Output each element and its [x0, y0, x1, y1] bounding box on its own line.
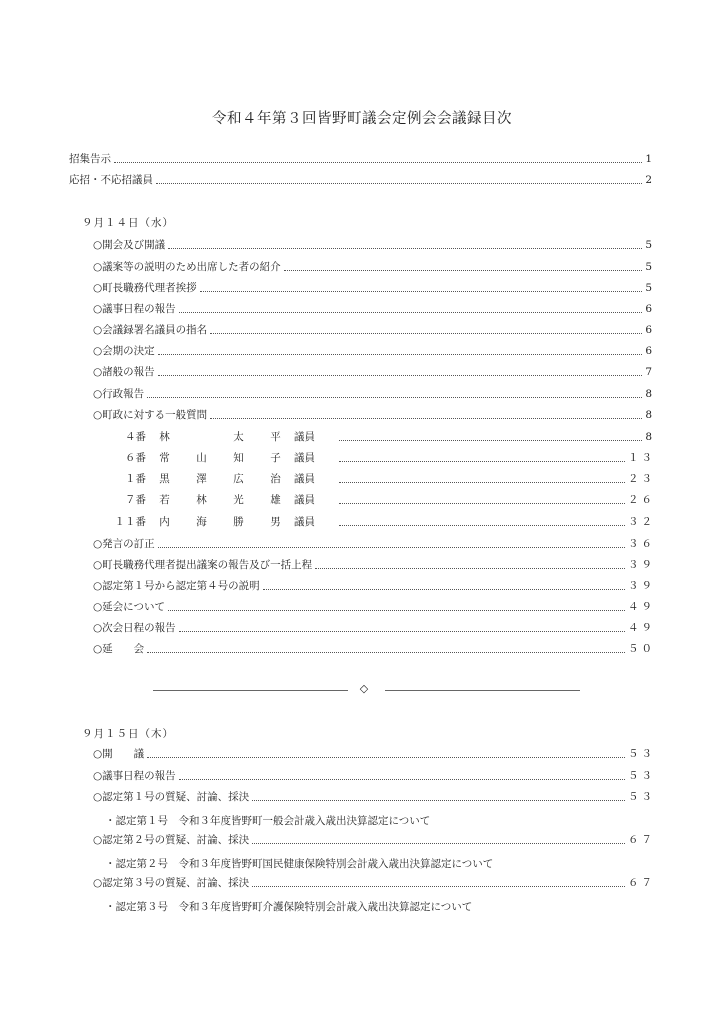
toc-entry-page: ６７	[628, 834, 655, 846]
toc-entry-page: ５３	[628, 748, 655, 760]
toc-entry-page: ４９	[628, 601, 655, 613]
toc-entry-page: ３９	[628, 559, 655, 571]
speaker-title: 議員	[294, 516, 315, 528]
toc-entry-page: ４９	[628, 622, 655, 634]
speaker-seat: １１番	[114, 516, 146, 528]
speaker-name-char: 黒	[159, 473, 170, 485]
speaker-title: 議員	[294, 473, 315, 485]
speaker-name-char: 内	[159, 516, 170, 528]
dot-leader	[179, 629, 625, 632]
toc-entry-label: ○町政に対する一般質問	[93, 409, 208, 421]
speaker-entry[interactable]	[100, 514, 655, 530]
speaker-seat: ４番	[125, 431, 146, 443]
dot-leader	[339, 501, 625, 504]
speaker-name-char: 太	[233, 431, 244, 443]
speaker-name-char: 治	[270, 473, 281, 485]
toc-entry-page: ６７	[628, 877, 655, 889]
item-subnote: ・認定第１号 令和３年度皆野町一般会計歳入歳出決算認定について	[105, 815, 431, 827]
dot-leader	[156, 181, 642, 184]
dot-leader	[147, 395, 642, 398]
dot-leader	[168, 246, 642, 249]
dot-leader	[252, 798, 625, 801]
toc-entry[interactable]	[93, 557, 655, 573]
toc-entry-label: ○次会日程の報告	[93, 622, 176, 634]
toc-entry[interactable]	[93, 237, 655, 253]
dot-leader	[315, 566, 625, 569]
toc-entry-label: ○延会について	[93, 601, 165, 613]
dot-leader	[339, 459, 625, 462]
toc-entry-label: ○認定第１号の質疑、討論、採決	[93, 791, 250, 803]
speaker-name-char: 澤	[196, 473, 207, 485]
dot-leader	[168, 608, 625, 611]
toc-entry-page: 8	[645, 409, 655, 421]
toc-entry-page: ３６	[628, 538, 655, 550]
speaker-name-char: 知	[233, 452, 244, 464]
toc-entry-label: ○認定第１号から認定第４号の説明	[93, 580, 260, 592]
toc-entry-label: ○議事日程の報告	[93, 770, 176, 782]
dot-leader	[147, 650, 625, 653]
speaker-seat: ７番	[125, 494, 146, 506]
toc-entry-page: 6	[645, 324, 655, 336]
item-subnote: ・認定第３号 令和３年度皆野町介護保険特別会計歳入歳出決算認定について	[105, 901, 473, 913]
toc-entry[interactable]	[93, 407, 655, 423]
toc-entry-page: 7	[645, 366, 655, 378]
toc-entry[interactable]	[93, 259, 655, 275]
toc-entry-page: ２３	[628, 473, 655, 485]
toc-entry[interactable]	[93, 620, 655, 636]
toc-entry-label: ○発言の訂正	[93, 538, 155, 550]
dot-leader	[114, 160, 642, 163]
divider-line-left	[153, 690, 348, 691]
speaker-name-char: 林	[159, 431, 170, 443]
toc-entry-page: 8	[645, 431, 655, 443]
toc-entry-page: 5	[645, 261, 655, 273]
toc-entry[interactable]	[93, 578, 655, 594]
toc-entry-label: ○行政報告	[93, 388, 145, 400]
speaker-name-char: 若	[159, 494, 170, 506]
toc-entry-label: ○延 会	[93, 643, 145, 655]
toc-entry-label: ○会議録署名議員の指名	[93, 324, 208, 336]
speaker-name-char: 広	[233, 473, 244, 485]
speaker-title: 議員	[294, 494, 315, 506]
toc-entry-page: ３９	[628, 580, 655, 592]
day-heading-sep15: ９月１５日（木）	[82, 728, 174, 740]
speaker-name-char: 勝	[233, 516, 244, 528]
speaker-seat: ６番	[125, 452, 146, 464]
toc-entry[interactable]	[93, 343, 655, 359]
toc-entry-label: ○議案等の説明のため出席した者の紹介	[93, 261, 281, 273]
toc-entry[interactable]	[93, 789, 655, 805]
dot-leader	[210, 416, 642, 419]
day-heading-sep14: ９月１４日（水）	[82, 217, 174, 229]
toc-entry-page: 1	[645, 153, 655, 165]
dot-leader	[339, 480, 625, 483]
toc-entry-label: ○町長職務代理者提出議案の報告及び一括上程	[93, 559, 313, 571]
speaker-entry[interactable]	[100, 492, 655, 508]
toc-entry-page: 6	[645, 345, 655, 357]
speaker-name-char: 男	[270, 516, 281, 528]
dot-leader	[210, 331, 642, 334]
toc-entry[interactable]	[93, 768, 655, 784]
speaker-name-char: 海	[196, 516, 207, 528]
toc-entry[interactable]	[93, 875, 655, 891]
toc-entry-page: 5	[645, 239, 655, 251]
toc-entry-page: 8	[645, 388, 655, 400]
speaker-entry[interactable]	[100, 471, 655, 487]
toc-entry-page: ２６	[628, 494, 655, 506]
speaker-entry[interactable]	[100, 450, 655, 466]
speaker-seat: １番	[125, 473, 146, 485]
dot-leader	[339, 438, 642, 441]
toc-entry-label: 応招・不応招議員	[69, 174, 153, 186]
toc-entry-label: ○議事日程の報告	[93, 303, 176, 315]
item-subnote: ・認定第２号 令和３年度皆野町国民健康保険特別会計歳入歳出決算認定について	[105, 858, 494, 870]
dot-leader	[252, 841, 625, 844]
toc-entry-attendance[interactable]	[69, 172, 655, 188]
dot-leader	[158, 373, 643, 376]
dot-leader	[147, 755, 625, 758]
dot-leader	[252, 884, 625, 887]
toc-entry-label: ○町長職務代理者挨拶	[93, 282, 197, 294]
toc-entry-page: ５３	[628, 791, 655, 803]
dot-leader	[158, 352, 643, 355]
toc-entry-label: ○会期の決定	[93, 345, 155, 357]
dot-leader	[284, 268, 643, 271]
dot-leader	[339, 523, 625, 526]
speaker-name-char: 林	[196, 494, 207, 506]
toc-entry-page: ３２	[628, 516, 655, 528]
toc-entry-label: ○諸般の報告	[93, 366, 155, 378]
toc-entry-page: ５３	[628, 770, 655, 782]
toc-entry-page: １３	[628, 452, 655, 464]
speaker-name-char: 常	[159, 452, 170, 464]
toc-entry[interactable]	[93, 599, 655, 615]
dot-leader	[179, 310, 643, 313]
speaker-title: 議員	[294, 431, 315, 443]
dot-leader	[263, 587, 625, 590]
dot-leader	[200, 289, 643, 292]
toc-entry-label: ○開 議	[93, 748, 145, 760]
toc-entry-label: ○認定第２号の質疑、討論、採決	[93, 834, 250, 846]
toc-entry[interactable]	[93, 536, 655, 552]
toc-entry[interactable]	[93, 364, 655, 380]
diamond-icon: ◇	[359, 682, 369, 695]
toc-entry-page: 2	[645, 174, 655, 186]
speaker-name-char: 山	[196, 452, 207, 464]
speaker-name-char: 雄	[270, 494, 281, 506]
toc-entry-label: 招集告示	[69, 153, 111, 165]
speaker-name-char: 子	[270, 452, 281, 464]
speaker-name-char: 光	[233, 494, 244, 506]
page-title: 令和４年第３回皆野町議会定例会会議録目次	[212, 111, 512, 127]
speaker-entry[interactable]	[100, 429, 655, 445]
toc-entry-page: 5	[645, 282, 655, 294]
toc-entry[interactable]	[93, 386, 655, 402]
toc-entry[interactable]	[93, 641, 655, 657]
divider-line-right	[385, 690, 580, 691]
toc-entry[interactable]	[93, 746, 655, 762]
speaker-title: 議員	[294, 452, 315, 464]
toc-entry-page: 6	[645, 303, 655, 315]
section-divider	[0, 682, 724, 695]
speaker-name-char: 平	[270, 431, 281, 443]
toc-entry[interactable]	[93, 301, 655, 317]
toc-entry-label: ○認定第３号の質疑、討論、採決	[93, 877, 250, 889]
toc-entry[interactable]	[93, 832, 655, 848]
toc-entry-convocation-notice[interactable]	[69, 151, 655, 167]
toc-entry-label: ○開会及び開議	[93, 239, 166, 251]
toc-entry-page: ５０	[628, 643, 655, 655]
dot-leader	[179, 777, 625, 780]
toc-entry[interactable]	[93, 322, 655, 338]
toc-entry[interactable]	[93, 280, 655, 296]
dot-leader	[158, 545, 625, 548]
